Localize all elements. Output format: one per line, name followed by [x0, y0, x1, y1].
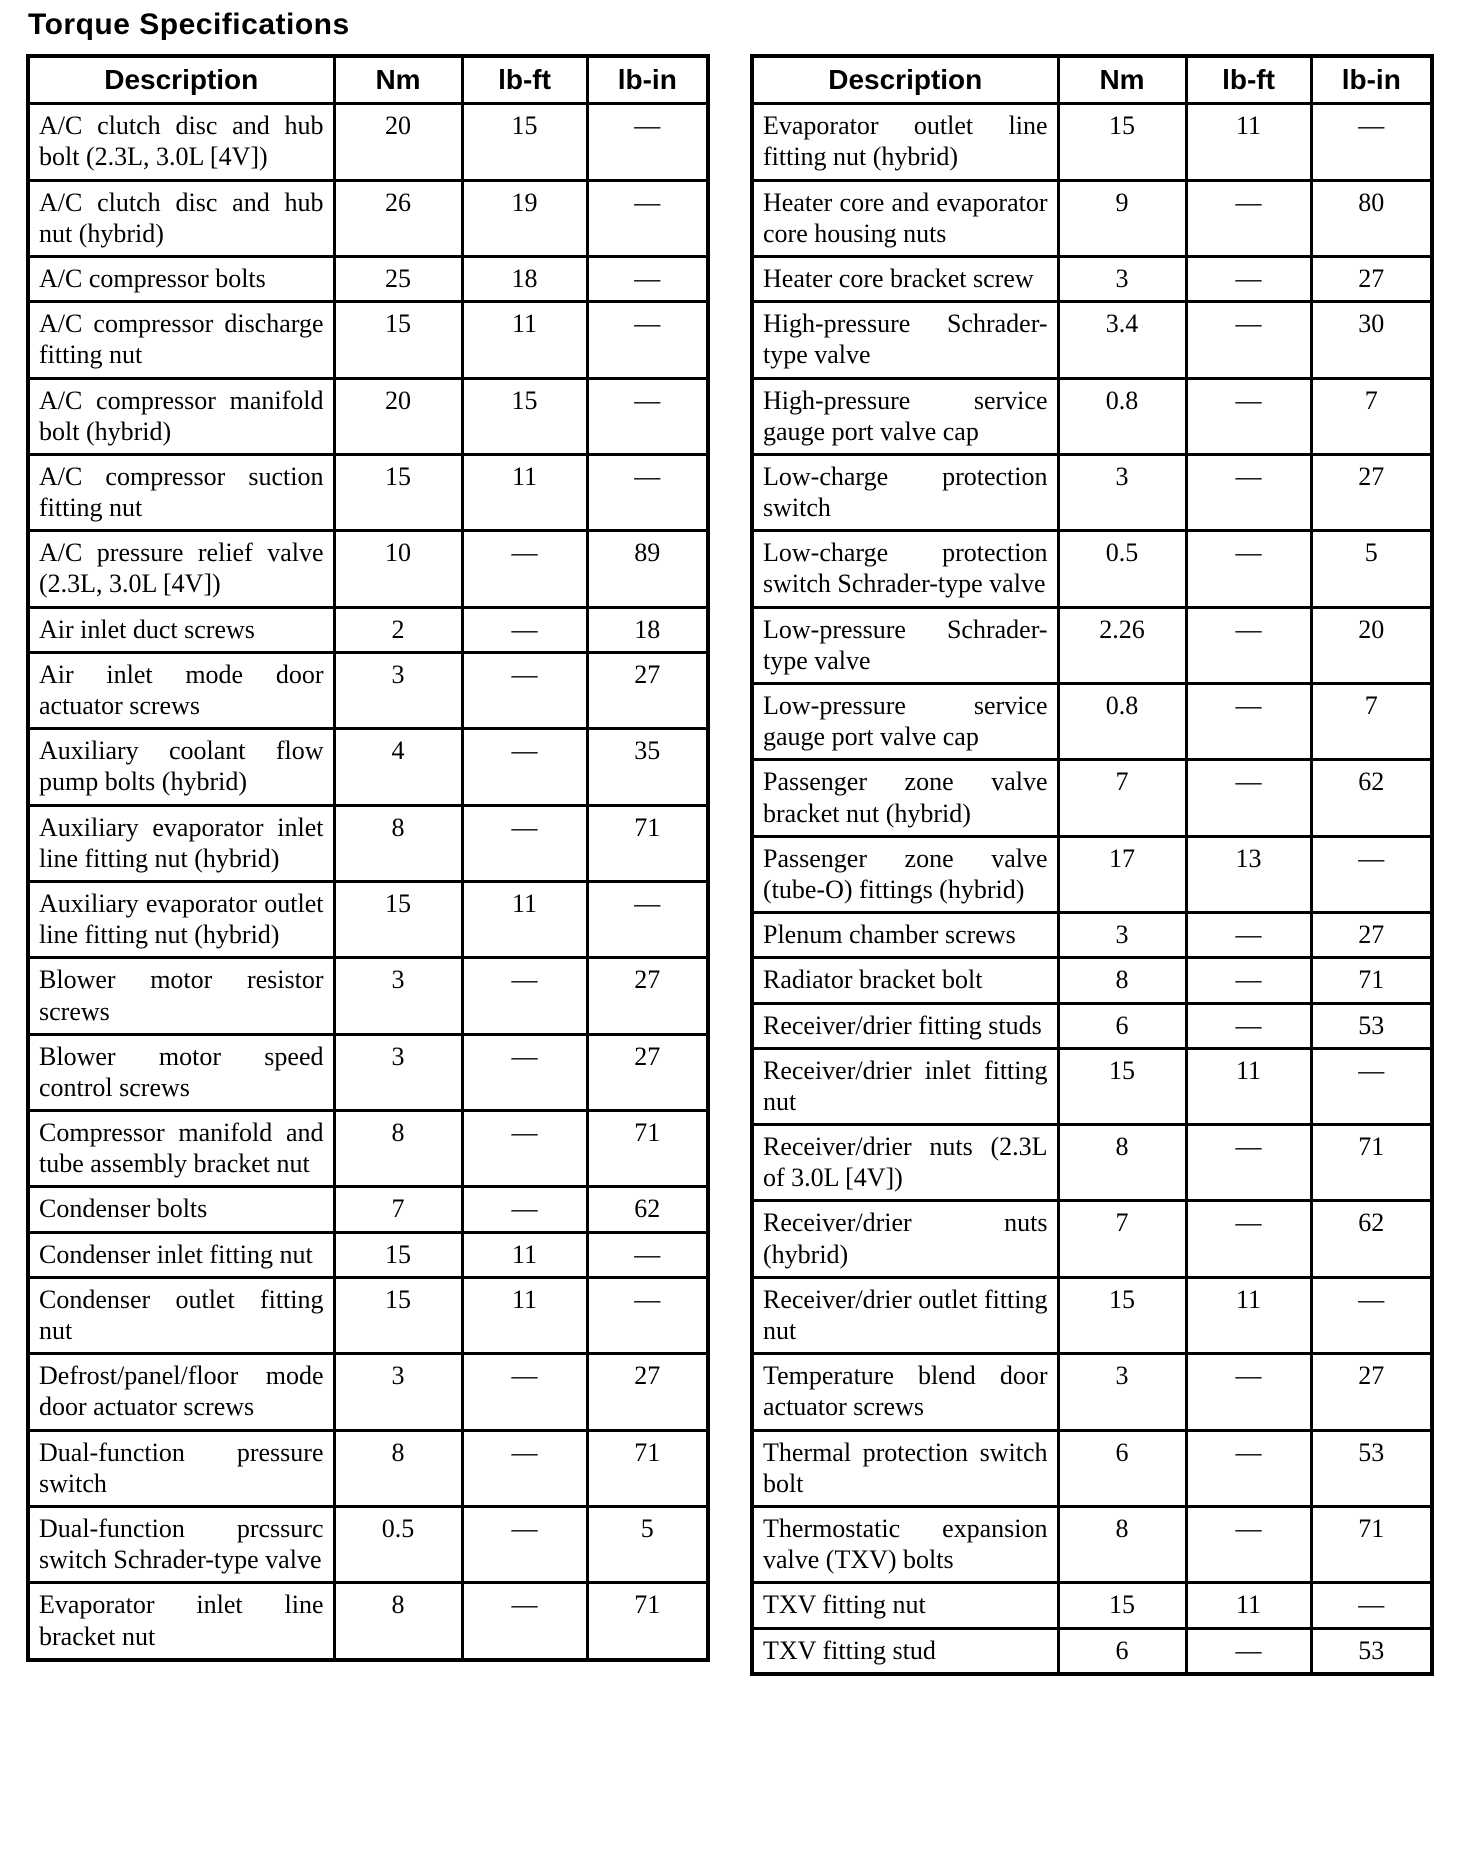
nm-cell: 20	[334, 378, 462, 454]
nm-cell: 0.5	[334, 1506, 462, 1582]
lbin-cell: 7	[1311, 378, 1432, 454]
nm-cell: 0.8	[1058, 684, 1186, 760]
nm-cell: 3	[1058, 256, 1186, 301]
table-row	[752, 1048, 1432, 1124]
lbin-cell: —	[1311, 1048, 1432, 1124]
nm-cell: 17	[1058, 836, 1186, 912]
lbin-cell: 53	[1311, 1430, 1432, 1506]
torque-table-right	[750, 54, 1434, 1676]
lbft-cell: 11	[1186, 1277, 1311, 1353]
description-cell: Receiver/drier nuts (2.3L of 3.0L [4V])	[752, 1125, 1058, 1201]
nm-cell: 25	[334, 256, 462, 301]
lbin-cell: 71	[1311, 958, 1432, 1003]
lbin-cell: —	[587, 1232, 708, 1277]
table-row	[752, 104, 1432, 180]
header-row	[28, 56, 708, 104]
lbin-cell: —	[587, 454, 708, 530]
lbft-cell: 15	[462, 104, 587, 180]
lbft-cell: 19	[462, 180, 587, 256]
nm-cell: 8	[1058, 1125, 1186, 1201]
lbft-cell: —	[1186, 1628, 1311, 1674]
lbin-cell: 5	[1311, 531, 1432, 607]
description-cell: Receiver/drier inlet fitting nut	[752, 1048, 1058, 1124]
nm-cell: 2	[334, 607, 462, 652]
nm-cell: 9	[1058, 180, 1186, 256]
lbft-cell: —	[1186, 913, 1311, 958]
lbft-cell: —	[1186, 256, 1311, 301]
nm-cell: 15	[1058, 1583, 1186, 1628]
table-row	[28, 1506, 708, 1582]
description-cell: Air inlet duct screws	[28, 607, 334, 652]
table-row	[752, 1277, 1432, 1353]
lbft-cell: —	[1186, 302, 1311, 378]
tables-container	[26, 54, 1448, 1676]
nm-cell: 3	[334, 1034, 462, 1110]
description-cell: Auxiliary evaporator outlet line fitting nut (hybrid)	[28, 881, 334, 957]
description-cell: Plenum chamber screws	[752, 913, 1058, 958]
table-header-left	[28, 56, 708, 104]
lbin-cell: 71	[1311, 1125, 1432, 1201]
nm-cell: 26	[334, 180, 462, 256]
nm-cell: 7	[1058, 1201, 1186, 1277]
lbft-cell: 15	[462, 378, 587, 454]
lbft-cell: —	[462, 1187, 587, 1232]
nm-cell: 0.8	[1058, 378, 1186, 454]
description-cell: Low-pressure Schrader-type valve	[752, 607, 1058, 683]
nm-cell: 2.26	[1058, 607, 1186, 683]
lbin-cell: 30	[1311, 302, 1432, 378]
lbin-cell: —	[587, 881, 708, 957]
nm-cell: 4	[334, 729, 462, 805]
column-header-lbft: lb-ft	[462, 56, 587, 104]
nm-cell: 8	[334, 1583, 462, 1660]
lbft-cell: —	[462, 1506, 587, 1582]
description-cell: Thermostatic expansion valve (TXV) bolts	[752, 1506, 1058, 1582]
description-cell: Temperature blend door actuator screws	[752, 1354, 1058, 1430]
lbft-cell: —	[1186, 684, 1311, 760]
nm-cell: 6	[1058, 1430, 1186, 1506]
description-cell: Heater core bracket screw	[752, 256, 1058, 301]
lbin-cell: 27	[587, 652, 708, 728]
table-row	[752, 607, 1432, 683]
nm-cell: 15	[334, 1277, 462, 1353]
lbin-cell: 27	[587, 1354, 708, 1430]
nm-cell: 3.4	[1058, 302, 1186, 378]
column-header-description: Description	[28, 56, 334, 104]
lbft-cell: —	[462, 652, 587, 728]
table-row	[752, 760, 1432, 836]
description-cell: Low-charge protection switch Schrader-type valve	[752, 531, 1058, 607]
description-cell: Blower motor speed control screws	[28, 1034, 334, 1110]
lbft-cell: 11	[1186, 1583, 1311, 1628]
lbin-cell: —	[1311, 104, 1432, 180]
nm-cell: 3	[1058, 913, 1186, 958]
header-row	[752, 56, 1432, 104]
lbin-cell: —	[587, 378, 708, 454]
lbin-cell: 53	[1311, 1003, 1432, 1048]
column-header-lbin: lb-in	[587, 56, 708, 104]
lbft-cell: 11	[462, 1232, 587, 1277]
lbin-cell: 27	[587, 1034, 708, 1110]
table-row	[752, 913, 1432, 958]
table-row	[28, 652, 708, 728]
table-row	[28, 1034, 708, 1110]
lbin-cell: 62	[587, 1187, 708, 1232]
table-row	[752, 180, 1432, 256]
lbft-cell: 11	[1186, 1048, 1311, 1124]
description-cell: A/C clutch disc and hub bolt (2.3L, 3.0L [4V])	[28, 104, 334, 180]
nm-cell: 8	[334, 805, 462, 881]
lbft-cell: —	[1186, 1430, 1311, 1506]
description-cell: A/C compressor bolts	[28, 256, 334, 301]
lbft-cell: —	[462, 1430, 587, 1506]
lbin-cell: 35	[587, 729, 708, 805]
description-cell: A/C compressor discharge fitting nut	[28, 302, 334, 378]
nm-cell: 8	[1058, 1506, 1186, 1582]
table-row	[752, 302, 1432, 378]
lbft-cell: 11	[462, 1277, 587, 1353]
lbin-cell: —	[587, 104, 708, 180]
table-row	[28, 1111, 708, 1187]
lbin-cell: 7	[1311, 684, 1432, 760]
lbin-cell: —	[1311, 1583, 1432, 1628]
description-cell: Receiver/drier nuts (hybrid)	[752, 1201, 1058, 1277]
lbin-cell: 27	[1311, 913, 1432, 958]
table-row	[28, 104, 708, 180]
lbin-cell: —	[587, 1277, 708, 1353]
description-cell: High-pressure Schrader-type valve	[752, 302, 1058, 378]
lbft-cell: —	[462, 1034, 587, 1110]
lbft-cell: —	[462, 805, 587, 881]
lbin-cell: 27	[1311, 1354, 1432, 1430]
nm-cell: 6	[1058, 1003, 1186, 1048]
table-row	[28, 881, 708, 957]
description-cell: Receiver/drier fitting studs	[752, 1003, 1058, 1048]
lbft-cell: —	[1186, 958, 1311, 1003]
lbin-cell: —	[587, 180, 708, 256]
table-row	[752, 1003, 1432, 1048]
table-header-right	[752, 56, 1432, 104]
lbft-cell: —	[1186, 378, 1311, 454]
description-cell: A/C clutch disc and hub nut (hybrid)	[28, 180, 334, 256]
nm-cell: 15	[334, 1232, 462, 1277]
lbft-cell: —	[1186, 1125, 1311, 1201]
lbin-cell: 71	[1311, 1506, 1432, 1582]
table-row	[752, 1354, 1432, 1430]
description-cell: Condenser inlet fitting nut	[28, 1232, 334, 1277]
nm-cell: 15	[1058, 1048, 1186, 1124]
nm-cell: 0.5	[1058, 531, 1186, 607]
page-title: Torque Specifications	[28, 8, 350, 41]
description-cell: Thermal protection switch bolt	[752, 1430, 1058, 1506]
nm-cell: 3	[1058, 1354, 1186, 1430]
table-row	[752, 378, 1432, 454]
lbin-cell: 27	[587, 958, 708, 1034]
lbin-cell: —	[587, 302, 708, 378]
description-cell: A/C compressor manifold bolt (hybrid)	[28, 378, 334, 454]
column-header-lbin: lb-in	[1311, 56, 1432, 104]
lbft-cell: —	[462, 531, 587, 607]
nm-cell: 15	[334, 454, 462, 530]
lbft-cell: 18	[462, 256, 587, 301]
table-row	[28, 531, 708, 607]
nm-cell: 8	[334, 1430, 462, 1506]
lbin-cell: —	[587, 256, 708, 301]
table-row	[28, 302, 708, 378]
description-cell: Condenser bolts	[28, 1187, 334, 1232]
description-cell: Compressor manifold and tube assembly bracket nut	[28, 1111, 334, 1187]
lbin-cell: —	[1311, 836, 1432, 912]
lbin-cell: 89	[587, 531, 708, 607]
table-row	[28, 1583, 708, 1660]
lbin-cell: 71	[587, 805, 708, 881]
lbft-cell: 11	[462, 302, 587, 378]
lbft-cell: 11	[1186, 104, 1311, 180]
lbft-cell: —	[1186, 180, 1311, 256]
lbft-cell: 13	[1186, 836, 1311, 912]
lbin-cell: 53	[1311, 1628, 1432, 1674]
lbft-cell: 11	[462, 454, 587, 530]
nm-cell: 8	[334, 1111, 462, 1187]
description-cell: Defrost/panel/floor mode door actuator screws	[28, 1354, 334, 1430]
table-row	[28, 1354, 708, 1430]
table-row	[752, 684, 1432, 760]
table-row	[752, 1201, 1432, 1277]
table-row	[28, 1187, 708, 1232]
lbin-cell: 27	[1311, 454, 1432, 530]
lbft-cell: —	[1186, 607, 1311, 683]
lbft-cell: —	[1186, 1201, 1311, 1277]
nm-cell: 15	[334, 881, 462, 957]
nm-cell: 20	[334, 104, 462, 180]
table-row	[752, 1430, 1432, 1506]
description-cell: Auxiliary evaporator inlet line fitting nut (hybrid)	[28, 805, 334, 881]
description-cell: Passenger zone valve (tube-O) fittings (hybrid)	[752, 836, 1058, 912]
lbin-cell: 62	[1311, 760, 1432, 836]
column-header-lbft: lb-ft	[1186, 56, 1311, 104]
lbft-cell: —	[1186, 1003, 1311, 1048]
table-row	[28, 1277, 708, 1353]
column-header-nm: Nm	[1058, 56, 1186, 104]
description-cell: Passenger zone valve bracket nut (hybrid)	[752, 760, 1058, 836]
table-row	[752, 256, 1432, 301]
table-row	[752, 1506, 1432, 1582]
nm-cell: 15	[334, 302, 462, 378]
table-body-left	[28, 104, 708, 1660]
lbin-cell: 80	[1311, 180, 1432, 256]
lbft-cell: 11	[462, 881, 587, 957]
lbft-cell: —	[462, 729, 587, 805]
torque-table-left	[26, 54, 710, 1662]
description-cell: High-pressure service gauge port valve cap	[752, 378, 1058, 454]
description-cell: Radiator bracket bolt	[752, 958, 1058, 1003]
description-cell: Condenser outlet fitting nut	[28, 1277, 334, 1353]
nm-cell: 3	[1058, 454, 1186, 530]
table-row	[752, 836, 1432, 912]
table-row	[752, 958, 1432, 1003]
table-row	[28, 1430, 708, 1506]
description-cell: Heater core and evaporator core housing nuts	[752, 180, 1058, 256]
lbin-cell: 20	[1311, 607, 1432, 683]
lbin-cell: 27	[1311, 256, 1432, 301]
description-cell: Receiver/drier outlet fitting nut	[752, 1277, 1058, 1353]
nm-cell: 6	[1058, 1628, 1186, 1674]
table-row	[28, 454, 708, 530]
table-row	[752, 1628, 1432, 1674]
table-row	[28, 256, 708, 301]
lbft-cell: —	[462, 958, 587, 1034]
table-row	[28, 607, 708, 652]
lbft-cell: —	[462, 1583, 587, 1660]
description-cell: A/C pressure relief valve (2.3L, 3.0L [4V])	[28, 531, 334, 607]
description-cell: Dual-function prcssurc switch Schrader-type valve	[28, 1506, 334, 1582]
nm-cell: 3	[334, 958, 462, 1034]
description-cell: Evaporator outlet line fitting nut (hybrid)	[752, 104, 1058, 180]
lbft-cell: —	[462, 1354, 587, 1430]
description-cell: Low-charge protection switch	[752, 454, 1058, 530]
table-body-right	[752, 104, 1432, 1674]
lbin-cell: 18	[587, 607, 708, 652]
description-cell: Auxiliary coolant flow pump bolts (hybrid)	[28, 729, 334, 805]
nm-cell: 7	[1058, 760, 1186, 836]
lbin-cell: 62	[1311, 1201, 1432, 1277]
nm-cell: 3	[334, 1354, 462, 1430]
nm-cell: 15	[1058, 1277, 1186, 1353]
description-cell: Evaporator inlet line bracket nut	[28, 1583, 334, 1660]
table-row	[28, 729, 708, 805]
nm-cell: 7	[334, 1187, 462, 1232]
nm-cell: 10	[334, 531, 462, 607]
lbin-cell: 5	[587, 1506, 708, 1582]
lbft-cell: —	[1186, 531, 1311, 607]
description-cell: TXV fitting nut	[752, 1583, 1058, 1628]
table-row	[28, 958, 708, 1034]
lbft-cell: —	[1186, 760, 1311, 836]
description-cell: Blower motor resistor screws	[28, 958, 334, 1034]
table-row	[752, 531, 1432, 607]
description-cell: Dual-function pressure switch	[28, 1430, 334, 1506]
table-row	[28, 1232, 708, 1277]
lbin-cell: 71	[587, 1583, 708, 1660]
description-cell: Low-pressure service gauge port valve cap	[752, 684, 1058, 760]
table-row	[752, 1583, 1432, 1628]
lbin-cell: 71	[587, 1430, 708, 1506]
description-cell: Air inlet mode door actuator screws	[28, 652, 334, 728]
table-row	[752, 1125, 1432, 1201]
table-row	[28, 378, 708, 454]
lbft-cell: —	[462, 1111, 587, 1187]
lbin-cell: 71	[587, 1111, 708, 1187]
table-row	[752, 454, 1432, 530]
lbft-cell: —	[462, 607, 587, 652]
lbft-cell: —	[1186, 1354, 1311, 1430]
table-row	[28, 180, 708, 256]
lbft-cell: —	[1186, 454, 1311, 530]
lbin-cell: —	[1311, 1277, 1432, 1353]
nm-cell: 15	[1058, 104, 1186, 180]
column-header-description: Description	[752, 56, 1058, 104]
column-header-nm: Nm	[334, 56, 462, 104]
description-cell: TXV fitting stud	[752, 1628, 1058, 1674]
description-cell: A/C compressor suction fitting nut	[28, 454, 334, 530]
nm-cell: 3	[334, 652, 462, 728]
lbft-cell: —	[1186, 1506, 1311, 1582]
table-row	[28, 805, 708, 881]
nm-cell: 8	[1058, 958, 1186, 1003]
